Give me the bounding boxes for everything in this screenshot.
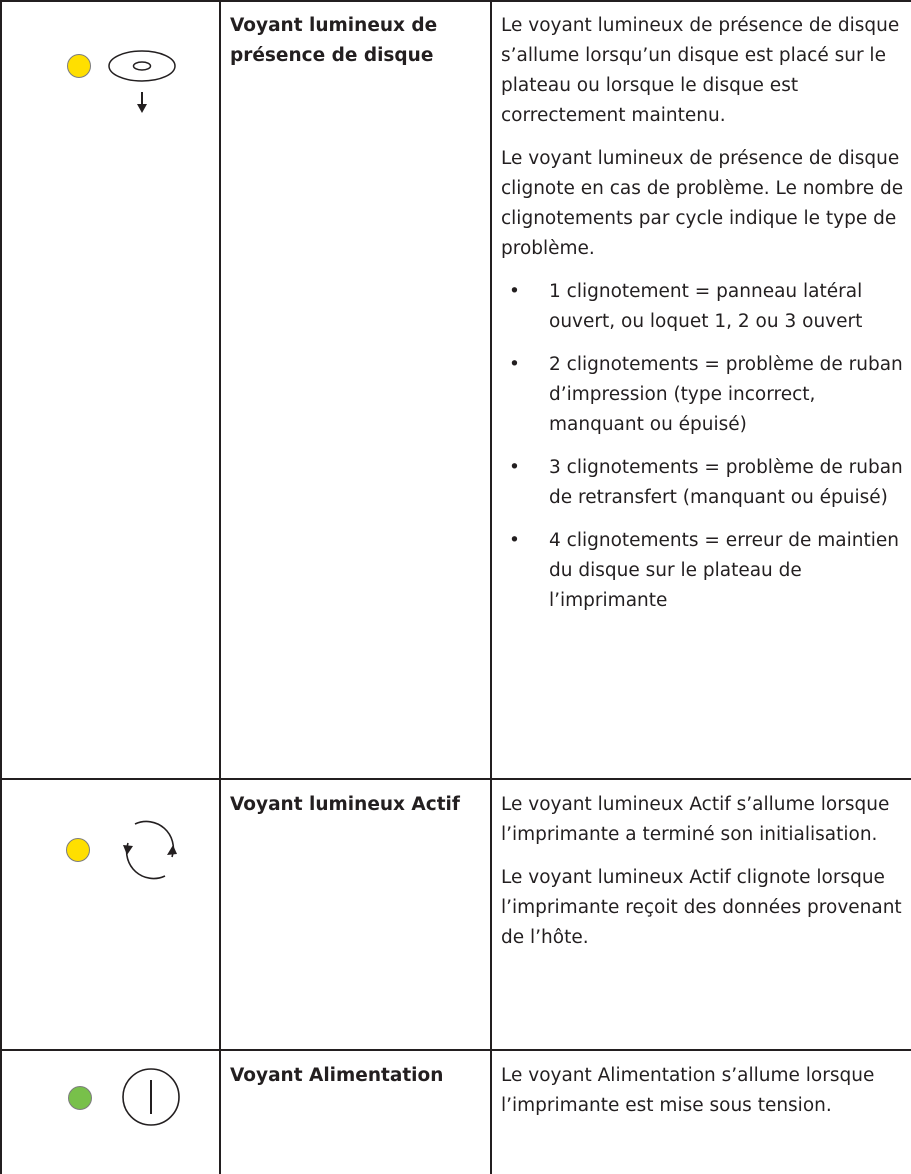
label-cell (230, 1061, 482, 1091)
description-cell (501, 1061, 906, 1134)
description-paragraph: Le voyant lumineux de présence de disque s’allume lorsqu’un disque est placé sur le plateau ou lorsque le disque est correctement maintenu. (501, 15, 900, 126)
table-row-active (0, 780, 911, 1049)
description-cell (501, 11, 906, 629)
icon-cell (10, 0, 218, 778)
led-yellow-indicator (66, 838, 90, 862)
disc-icon (107, 46, 187, 116)
list-item (501, 453, 906, 513)
list-item-text: 2 clignotements = problème de ruban d’impression (type incorrect, manquant ou épuisé) (549, 354, 903, 435)
led-green-indicator (68, 1086, 92, 1110)
description-paragraph: Le voyant lumineux Actif s’allume lorsque l’imprimante a terminé son initialisation. (501, 794, 890, 845)
description-paragraph: Le voyant Alimentation s’allume lorsque l’imprimante est mise sous tension. (501, 1065, 875, 1116)
label-active: Voyant lumineux Actif (230, 794, 460, 815)
bullet-symbol: • (509, 530, 520, 551)
bullet-symbol: • (509, 457, 520, 478)
bullet-symbol: • (509, 281, 520, 302)
list-item (501, 350, 906, 440)
description-cell (501, 790, 906, 966)
list-item (501, 277, 906, 337)
label-power: Voyant Alimentation (230, 1065, 444, 1086)
label-disc-presence: Voyant lumineux de présence de disque (230, 15, 438, 66)
description-paragraph: Le voyant lumineux de présence de disque clignote en cas de problème. Le nombre de clignotements par cycle indique le type de problème. (501, 148, 904, 259)
list-item (501, 526, 906, 616)
led-yellow-indicator (67, 54, 91, 78)
bullet-symbol: • (509, 354, 520, 375)
icon-cell (10, 1051, 218, 1174)
label-cell (230, 11, 482, 71)
list-item-text: 4 clignotements = erreur de maintien du disque sur le plateau de l’imprimante (549, 530, 899, 611)
list-item-text: 3 clignotements = problème de ruban de retransfert (manquant ou épuisé) (549, 457, 903, 508)
power-icon (122, 1066, 186, 1130)
table-row-power (0, 1051, 911, 1174)
label-cell (230, 790, 482, 820)
icon-cell (10, 780, 218, 1049)
cycle-arrows-icon (115, 815, 185, 885)
description-paragraph: Le voyant lumineux Actif clignote lorsque l’imprimante reçoit des données provenant de l’hôte. (501, 867, 902, 948)
list-item-text: 1 clignotement = panneau latéral ouvert, ou loquet 1, 2 ou 3 ouvert (549, 281, 863, 332)
